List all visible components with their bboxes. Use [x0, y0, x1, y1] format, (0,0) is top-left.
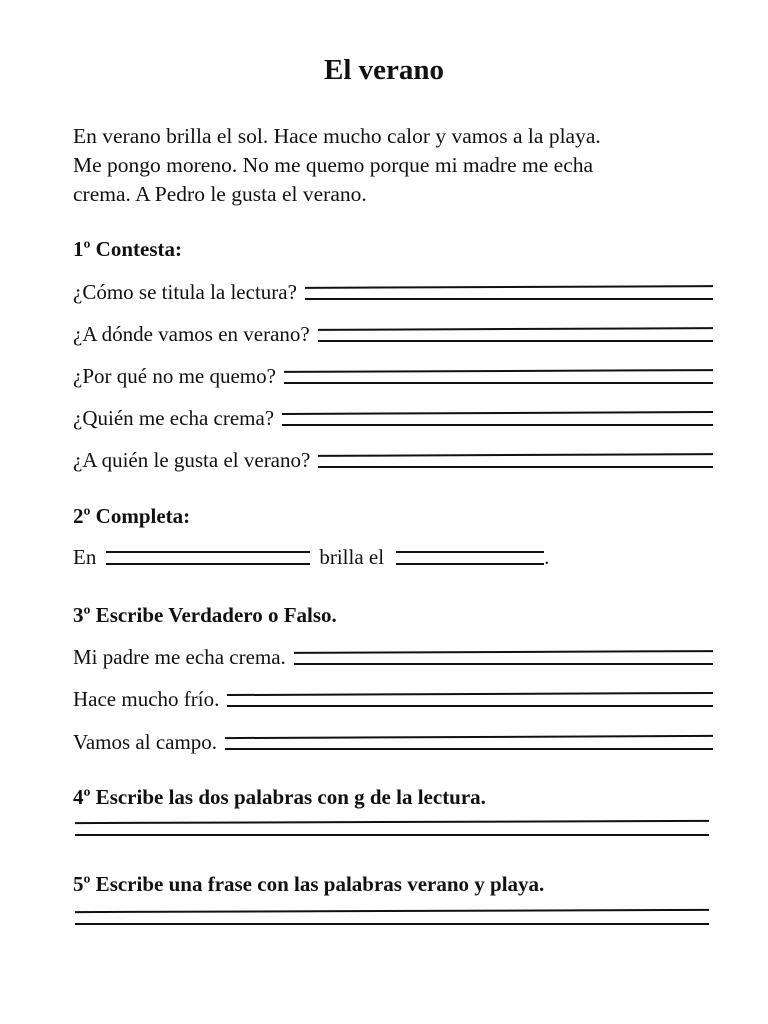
sentence-word: En — [73, 545, 97, 569]
reading-passage — [73, 122, 733, 209]
section-5-heading: 5º Escribe una frase con las palabras verano y playa. — [73, 872, 545, 896]
question-text: ¿Quién me echa crema? — [73, 406, 275, 430]
answer-lines[interactable] — [75, 821, 709, 837]
question-row — [73, 317, 713, 347]
question-row — [73, 401, 713, 431]
question-row — [73, 275, 713, 305]
answer-lines[interactable] — [305, 286, 713, 302]
answer-lines[interactable] — [284, 370, 713, 386]
question-text: ¿Cómo se titula la lectura? — [73, 280, 297, 304]
section-2-heading: 2º Completa: — [73, 504, 191, 528]
passage-line: crema. A Pedro le gusta el verano. — [73, 182, 367, 206]
passage-line: En verano brilla el sol. Hace mucho calor y vamos a la playa. — [73, 124, 601, 148]
passage-line: Me pongo moreno. No me quemo porque mi madre me echa — [73, 153, 594, 177]
statement-text: Mi padre me echa crema. — [73, 645, 286, 669]
worksheet-title: El verano — [323, 54, 445, 86]
answer-lines[interactable] — [318, 454, 713, 470]
statement-text: Hace mucho frío. — [73, 687, 220, 711]
statement-row — [73, 725, 713, 755]
section-1-heading: 1º Contesta: — [73, 237, 182, 261]
question-text: ¿Por qué no me quemo? — [73, 364, 276, 388]
answer-lines[interactable] — [282, 412, 713, 428]
sentence-word: brilla el — [319, 545, 385, 569]
question-text: ¿A quién le gusta el verano? — [73, 448, 311, 472]
section-3-heading: 3º Escribe Verdadero o Falso. — [73, 603, 337, 627]
statement-row — [73, 640, 713, 670]
section-4-heading: 4º Escribe las dos palabras con g de la lectura. — [73, 785, 486, 809]
fill-blank-2[interactable] — [396, 551, 544, 567]
answer-lines[interactable] — [294, 651, 713, 667]
statement-text: Vamos al campo. — [73, 730, 218, 754]
answer-lines[interactable] — [318, 328, 713, 344]
sentence-end: . — [544, 545, 550, 569]
question-row — [73, 443, 713, 473]
fill-in-sentence — [73, 540, 549, 570]
question-row — [73, 359, 713, 389]
answer-lines[interactable] — [75, 910, 709, 926]
statement-row — [73, 682, 713, 712]
fill-blank-1[interactable] — [106, 551, 310, 567]
answer-lines[interactable] — [225, 736, 713, 752]
question-text: ¿A dónde vamos en verano? — [73, 322, 310, 346]
answer-lines[interactable] — [227, 693, 713, 709]
